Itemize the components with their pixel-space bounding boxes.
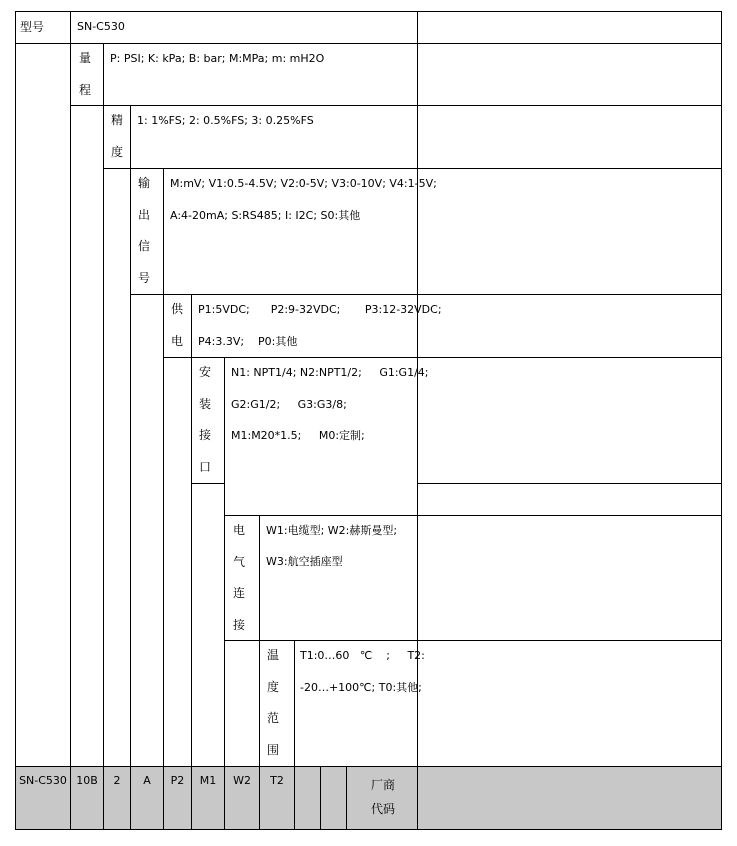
output-label: 输 出 信 号 <box>137 176 150 285</box>
example-accuracy: 2 <box>113 774 121 787</box>
model-label: 型号 <box>20 20 45 34</box>
output-options-line1: M:mV; V1:0.5-4.5V; V2:0-5V; V3:0-10V; V4:1-5V; <box>170 177 437 190</box>
model-name: SN-C530 <box>77 20 125 33</box>
temperature-label: 温 度 范 围 <box>266 648 279 757</box>
electrical-label: 电 气 连 接 <box>232 523 245 632</box>
power-options-line2: P4:3.3V; P0:其他 <box>198 335 298 348</box>
example-power: P2 <box>170 774 185 787</box>
electrical-options-line2: W3:航空插座型 <box>266 555 343 568</box>
range-label: 量 程 <box>78 51 91 97</box>
port-label: 安 装 接 口 <box>198 365 211 474</box>
port-options-line2: G2:G1/2; G3:G3/8; <box>231 398 347 411</box>
accuracy-label: 精 度 <box>110 113 123 159</box>
output-options-line2: A:4-20mA; S:RS485; I: I2C; S0:其他 <box>170 209 361 222</box>
example-port: M1 <box>199 774 217 787</box>
power-label: 供 电 <box>170 302 183 348</box>
example-range: 10B <box>76 774 98 787</box>
temperature-options-line2: -20…+100℃; T0:其他; <box>300 681 422 694</box>
example-electrical: W2 <box>233 774 251 787</box>
vendor-code: 厂商代码 <box>370 778 395 816</box>
power-options-line1: P1:5VDC; P2:9-32VDC; P3:12-32VDC; <box>198 303 442 316</box>
port-options-line3: M1:M20*1.5; M0:定制; <box>231 429 365 442</box>
temperature-options-line1: T1:0…60 ℃ ; T2: <box>300 649 425 662</box>
accuracy-options: 1: 1%FS; 2: 0.5%FS; 3: 0.25%FS <box>137 114 314 127</box>
electrical-options-line1: W1:电缆型; W2:赫斯曼型; <box>266 524 398 537</box>
example-model: SN-C530 <box>19 774 67 787</box>
example-output: A <box>143 774 151 787</box>
example-temperature: T2 <box>270 774 284 787</box>
port-options-line1: N1: NPT1/4; N2:NPT1/2; G1:G1/4; <box>231 366 429 379</box>
range-options: P: PSI; K: kPa; B: bar; M:MPa; m: mH2O <box>110 52 325 65</box>
